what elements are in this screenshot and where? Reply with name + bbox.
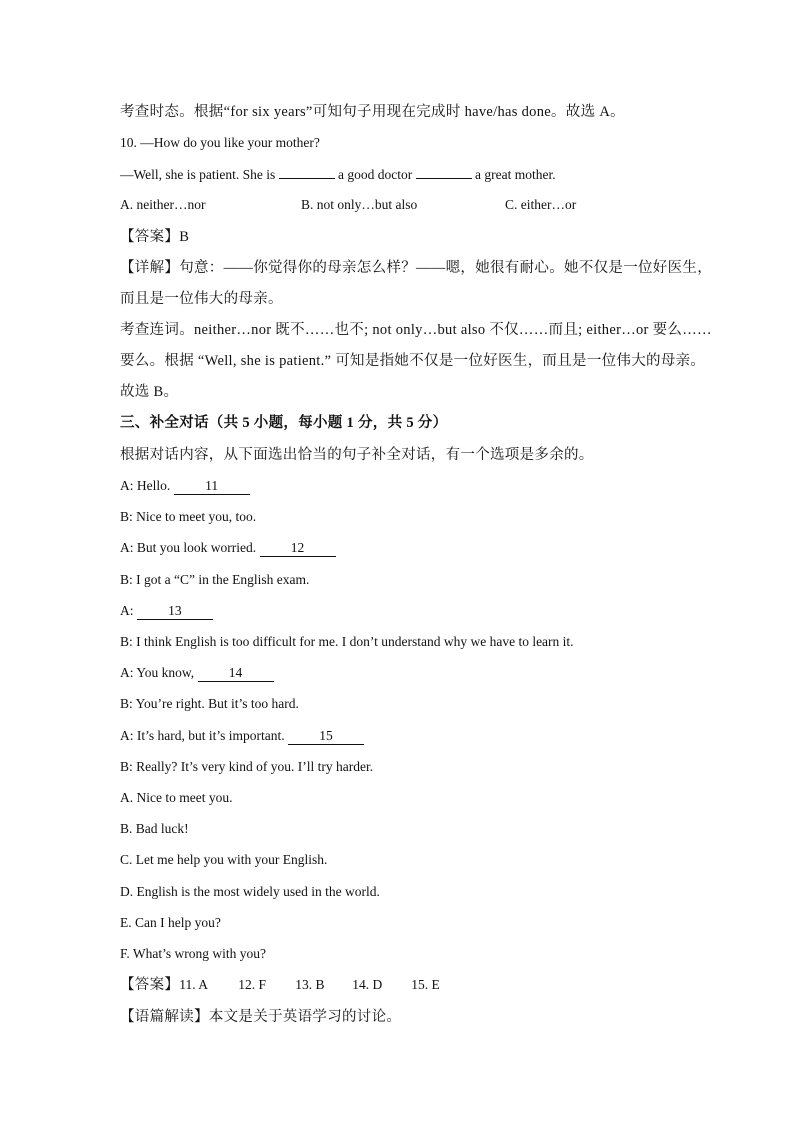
choice-e: E. Can I help you? — [120, 915, 221, 930]
dialogue-line-9 — [120, 726, 364, 746]
dialogue-line-7 — [120, 663, 274, 683]
dialogue-line-2: B: Nice to meet you, too. — [120, 509, 257, 524]
dialogue-line-10: B: Really? It’s very kind of you. I’ll try harder. — [120, 759, 374, 774]
q10-option-b: B. not only…but also — [301, 197, 418, 212]
q10-option-a: A. neither…nor — [120, 197, 206, 212]
q10-explain-line-2: 而且是一位伟大的母亲。 — [120, 291, 283, 307]
blank-14: 14 — [198, 665, 274, 682]
q10-explain-line-1: 【详解】句意：——你觉得你的母亲怎么样？——嗯，她很有耐心。她不仅是一位好医生， — [120, 260, 712, 276]
choice-d: D. English is the most widely used in the world. — [120, 884, 380, 899]
blank-13: 13 — [137, 603, 213, 620]
choice-a: A. Nice to meet you. — [120, 790, 233, 805]
q10-blank-2 — [416, 164, 472, 179]
dialogue-line-8: B: You’re right. But it’s too hard. — [120, 696, 299, 711]
blank-12: 12 — [260, 540, 336, 557]
q10-option-c: C. either…or — [505, 197, 577, 212]
q10-reply-part2: a good doctor — [334, 167, 416, 182]
reading-interpretation — [120, 1007, 401, 1027]
answer-14: 14. D — [352, 977, 383, 992]
dialogue-line-1 — [120, 476, 250, 496]
reading-label: 【语篇解读】 — [120, 1009, 209, 1025]
dialogue-line-6: B: I think English is too difficult for me. I don’t understand why we have to learn it. — [120, 634, 574, 649]
q9-explanation: 考查时态。根据“for six years”可知句子用现在完成时 have/has done。故选 A。 — [120, 104, 625, 120]
dialogue-line-4: B: I got a “C” in the English exam. — [120, 572, 310, 587]
dialogue-line-7-text: A: You know, — [120, 665, 198, 680]
answer-11: 11. A — [179, 977, 208, 992]
q10-question: 10. —How do you like your mother? — [120, 135, 320, 150]
dialogue-line-1-text: A: Hello. — [120, 478, 174, 493]
q10-reply-part3: a great mother. — [471, 167, 556, 182]
dialogue-line-5-text: A: — [120, 603, 137, 618]
q10-reply-part1: —Well, she is patient. She is — [120, 167, 279, 182]
choice-c: C. Let me help you with your English. — [120, 852, 328, 867]
q10-answer: 【答案】B — [120, 229, 190, 245]
dialogue-line-3 — [120, 538, 336, 558]
dialogue-line-3-text: A: But you look worried. — [120, 540, 260, 555]
q10-reply — [120, 164, 556, 185]
q10-explain-line-5: 故选 B。 — [120, 384, 179, 400]
q10-explain-line-3: 考查连词。neither…nor 既不……也不; not only…but also 不仅……而且; either…or 要么…… — [120, 322, 712, 338]
choice-f: F. What’s wrong with you? — [120, 946, 267, 961]
section3-answers — [120, 975, 440, 995]
dialogue-line-5 — [120, 601, 213, 621]
blank-15: 15 — [288, 728, 364, 745]
q10-explain-line-4: 要么。根据 “Well, she is patient.” 可知是指她不仅是一位好医生，而且是一位伟大的母亲。 — [120, 353, 706, 369]
answers-label: 【答案】 — [120, 977, 180, 993]
blank-11: 11 — [174, 478, 250, 495]
answer-15: 15. E — [411, 977, 440, 992]
section3-heading: 三、补全对话（共 5 小题，每小题 1 分，共 5 分） — [120, 415, 448, 431]
q10-blank-1 — [279, 164, 335, 179]
reading-text: 本文是关于英语学习的讨论。 — [208, 1009, 402, 1025]
section3-instruction: 根据对话内容，从下面选出恰当的句子补全对话，有一个选项是多余的。 — [120, 447, 594, 463]
choice-b: B. Bad luck! — [120, 821, 189, 836]
answer-12: 12. F — [238, 977, 266, 992]
dialogue-line-9-text: A: It’s hard, but it’s important. — [120, 728, 288, 743]
answer-13: 13. B — [295, 977, 325, 992]
